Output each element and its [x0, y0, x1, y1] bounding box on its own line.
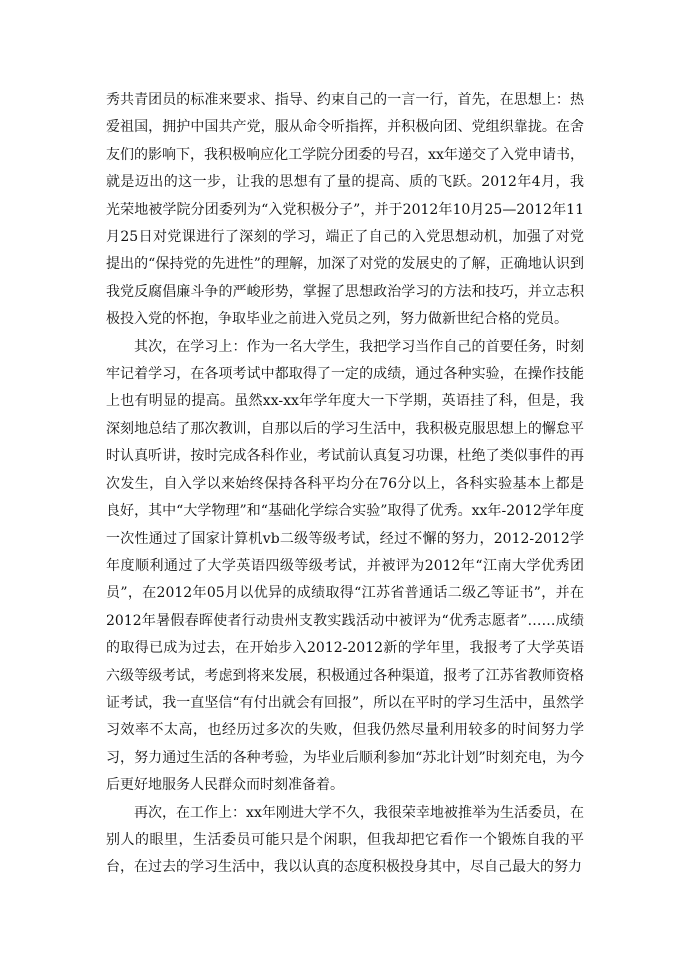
paragraph-study: 其次，在学习上：作为一名大学生，我把学习当作自己的首要任务，时刻牢记着学习，在各项考试中都取得了一定的成绩，通过各种实验，在操作技能上也有明显的提高。虽然xx-xx年学年度大一下学期，英语挂了科，但是，我深刻地总结了那次教训，自那以后的学习生活中，我积极克服思想上的懈怠平时认真听讲，按时完成各科作业，考试前认真复习功课，杜绝了类似事件的再次发生，自入学以来始终保持各科平均分在76分以上，各科实验基本上都是良好，其中“大学物理”和“基础化学综合实验”取得了优秀。xx年-2012学年度一次性通过了国家计算机vb二级等级考试，经过不懈的努力，2012-2012学年度顺利通过了大学英语四级等级考试，并被评为2012年“江南大学优秀团员”，在2012年05月以优异的成绩取得“江苏省普通话二级乙等证书”，并在2012年暑假春晖使者行动贵州支教实践活动中被评为“优秀志愿者”……成绩的取得已成为过去，在开始步入2012-2012新的学年里，我报考了大学英语六级等级考试，考虑到将来发展，积极通过各种渠道，报考了江苏省教师资格证考试，我一直坚信“有付出就会有回报”，所以在平时的学习生活中，虽然学习效率不太高，也经历过多次的失败，但我仍然尽量利用较多的时间努力学习，努力通过生活的各种考验，为毕业后顺利参加“苏北计划”时刻充电，为今后更好地服务人民群众而时刻准备着。	[106, 338, 584, 794]
document-body	[106, 87, 584, 882]
paragraph-work: 再次，在工作上：xx年刚进大学不久，我很荣幸地被推举为生活委员，在别人的眼里，生活委员可能只是个闲职，但我却把它看作一个锻炼自我的平台，在过去的学习生活中，我以认真的态度积极投身其中，尽自己最大的努力	[106, 804, 584, 876]
paragraph-ideology: 秀共青团员的标准来要求、指导、约束自己的一言一行，首先，在思想上：热爱祖国，拥护中国共产党，服从命令听指挥，并积极向团、党组织靠拢。在舍友们的影响下，我积极响应化工学院分团委的号召，xx年递交了入党申请书，就是迈出的这一步，让我的思想有了量的提高、质的飞跃。2012年4月，我光荣地被学院分团委列为“入党积极分子”，并于2012年10月25—2012年11月25日对党课进行了深刻的学习，端正了自己的入党思想动机，加强了对党提出的“保持党的先进性”的理解，加深了对党的发展史的了解，正确地认识到我党反腐倡廉斗争的严峻形势，掌握了思想政治学习的方法和技巧，并立志积极投入党的怀抱，争取毕业之前进入党员之列，努力做新世纪合格的党员。	[106, 92, 584, 328]
